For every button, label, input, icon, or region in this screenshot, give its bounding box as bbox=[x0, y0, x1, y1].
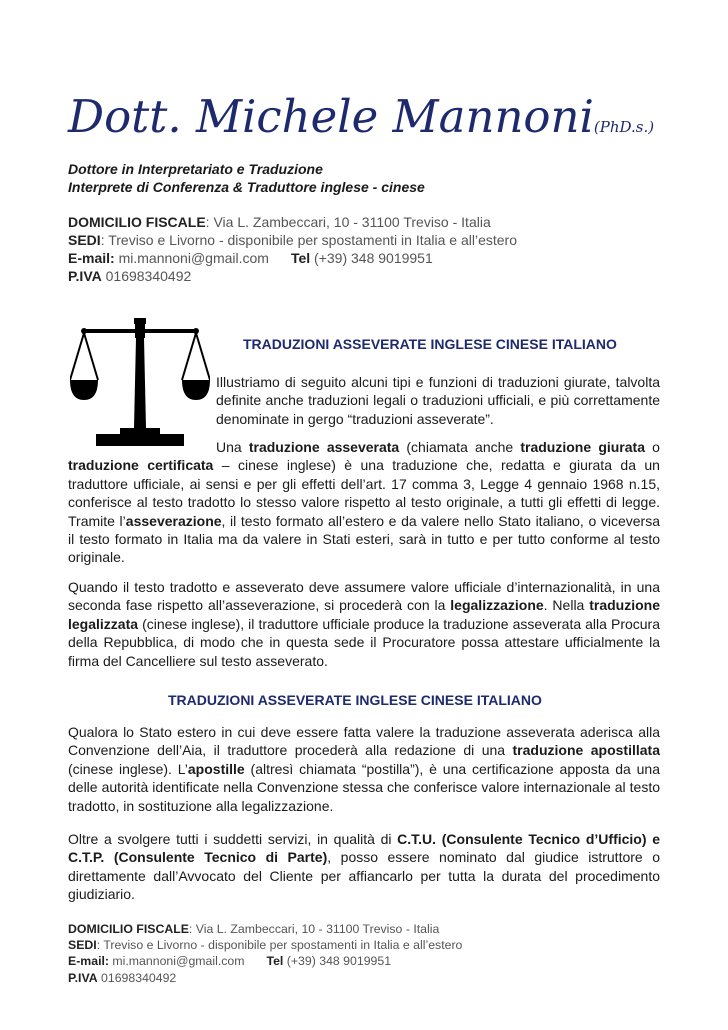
bold-run: legalizzazione bbox=[450, 597, 544, 614]
email-label: E-mail: bbox=[68, 954, 109, 969]
text-run: (altresì chiamata “postilla”), è una certificazione apposta da una delle autorità identificate nella Convenzione stessa che conferisce valore internazionale al testo tradotto, in sostituzione alla legalizzazione. bbox=[68, 760, 661, 814]
section-title-2: TRADUZIONI ASSEVERATE INGLESE CINESE ITALIANO bbox=[168, 692, 542, 708]
piva-label: P.IVA bbox=[68, 970, 98, 985]
bold-run: apostille bbox=[187, 760, 245, 777]
piva-value: 01698340492 bbox=[97, 970, 177, 985]
paragraph-ctu bbox=[68, 830, 660, 904]
bold-run: C.T.U. (Consulente Tecnico d’Ufficio) e C.T.P. (Consulente Tecnico di Parte) bbox=[68, 831, 660, 866]
sedi-line bbox=[68, 231, 517, 249]
sedi-label: SEDI bbox=[68, 232, 101, 248]
subtitle-line-2: Interprete di Conferenza & Traduttore inglese - cinese bbox=[68, 179, 425, 195]
bold-run: asseverazione bbox=[125, 512, 222, 529]
author-degree: (PhD.s.) bbox=[593, 118, 655, 136]
piva-label: P.IVA bbox=[68, 268, 102, 284]
tel-value: (+39) 348 9019951 bbox=[310, 250, 433, 266]
footer-email-tel-line bbox=[68, 953, 462, 969]
sedi-label: SEDI bbox=[68, 938, 97, 953]
email-value[interactable]: mi.mannoni@gmail.com bbox=[114, 250, 269, 266]
footer-contact-block bbox=[68, 921, 462, 986]
paragraph-apostille bbox=[68, 723, 660, 815]
text-run: Oltre a svolgere tutti i suddetti servizi, in qualità di bbox=[68, 831, 398, 847]
text-run: , il testo formato all’estero e da valere nello Stato italiano, o viceversa il testo formato in Italia ma da valere in Stati esteri, sarà in tutto e per tutto conforme al testo originale. bbox=[68, 512, 661, 566]
footer-piva-line bbox=[68, 970, 462, 986]
domicilio-value: : Via L. Zambeccari, 10 - 31100 Treviso - Italia bbox=[188, 922, 440, 936]
domicilio-line bbox=[68, 213, 517, 231]
tel-label: Tel bbox=[290, 250, 311, 266]
text-run: . Nella bbox=[543, 597, 590, 614]
domicilio-label: DOMICILIO FISCALE bbox=[68, 214, 206, 230]
footer-domicilio-line bbox=[68, 921, 462, 937]
letterhead-title bbox=[68, 90, 654, 143]
bold-run: traduzione asseverata bbox=[248, 439, 400, 455]
text-run: (chiamata anche bbox=[399, 439, 521, 455]
footer-sedi-line bbox=[68, 937, 462, 953]
paragraph-asseverata bbox=[68, 438, 660, 567]
sedi-value: : Treviso e Livorno - disponibile per spostamenti in Italia e all’estero bbox=[100, 232, 518, 248]
text-run: Quando il testo tradotto e asseverato deve assumere valore ufficiale d’internazionalità, in una seconda fase rispetto all’asseverazione, si procederà con la bbox=[68, 579, 660, 614]
text-run: (cinese inglese). L’ bbox=[68, 760, 188, 777]
bold-run: traduzione legalizzata bbox=[68, 597, 661, 632]
author-name: Dott. Michele Mannoni bbox=[68, 90, 594, 143]
text-run: , posso essere nominato dal giudice istruttore o direttamente dall’Avvocato del Cliente per affiancarlo per tutta la durata del procedimento giudiziario. bbox=[68, 849, 660, 903]
text-run: o bbox=[645, 439, 660, 455]
scales-of-justice-icon bbox=[70, 316, 210, 453]
email-label: E-mail: bbox=[68, 250, 115, 266]
piva-line bbox=[68, 267, 517, 285]
intro-paragraph: Illustriamo di seguito alcuni tipi e funzioni di traduzioni giurate, talvolta definite anche traduzioni legali o traduzioni ufficiali, e più correttamente denominate in gergo “traduzioni asseverate”. bbox=[216, 374, 660, 427]
text-run: Una bbox=[216, 439, 249, 455]
email-tel-line bbox=[68, 249, 517, 267]
subtitle-line-1: Dottore in Interpretariato e Traduzione bbox=[68, 161, 323, 177]
bold-run: traduzione certificata bbox=[68, 457, 214, 474]
email-value[interactable]: mi.mannoni@gmail.com bbox=[109, 954, 245, 969]
piva-value: 01698340492 bbox=[101, 268, 192, 284]
bold-run: traduzione giurata bbox=[520, 439, 645, 455]
domicilio-value: : Via L. Zambeccari, 10 - 31100 Treviso - Italia bbox=[205, 214, 491, 230]
bold-run: traduzione apostillata bbox=[512, 742, 660, 759]
text-run: Qualora lo Stato estero in cui deve essere fatta valere la traduzione asseverata aderisca alla Convenzione dell’Aia, il traduttore procederà alla redazione di una bbox=[68, 724, 660, 759]
tel-label: Tel bbox=[266, 954, 284, 969]
text-run: – cinese inglese) è una traduzione che, redatta e giurata da un traduttore ufficiale, ai sensi e per gli effetti dell’art. 17 comma 3, Legge 4 gennaio 1968 n.15, conferisce al testo tradotto lo stesso valore rispetto al testo originale, a tutti gli effetti di legge. Tramite l’ bbox=[68, 457, 660, 529]
tel-value: (+39) 348 9019951 bbox=[283, 954, 392, 969]
paragraph-legalizzazione bbox=[68, 578, 660, 670]
domicilio-label: DOMICILIO FISCALE bbox=[68, 922, 189, 936]
text-run: (cinese inglese), il traduttore ufficiale produce la traduzione asseverata alla Procura della Repubblica, di modo che in questa sede il Procuratore possa attestare ufficialmente la firma del Cancelliere sul testo asseverato. bbox=[68, 615, 660, 669]
sedi-value: : Treviso e Livorno - disponibile per spostamenti in Italia e all’estero bbox=[96, 938, 463, 953]
section-title-1: TRADUZIONI ASSEVERATE INGLESE CINESE ITALIANO bbox=[243, 336, 617, 352]
header-contact-block bbox=[68, 213, 517, 285]
